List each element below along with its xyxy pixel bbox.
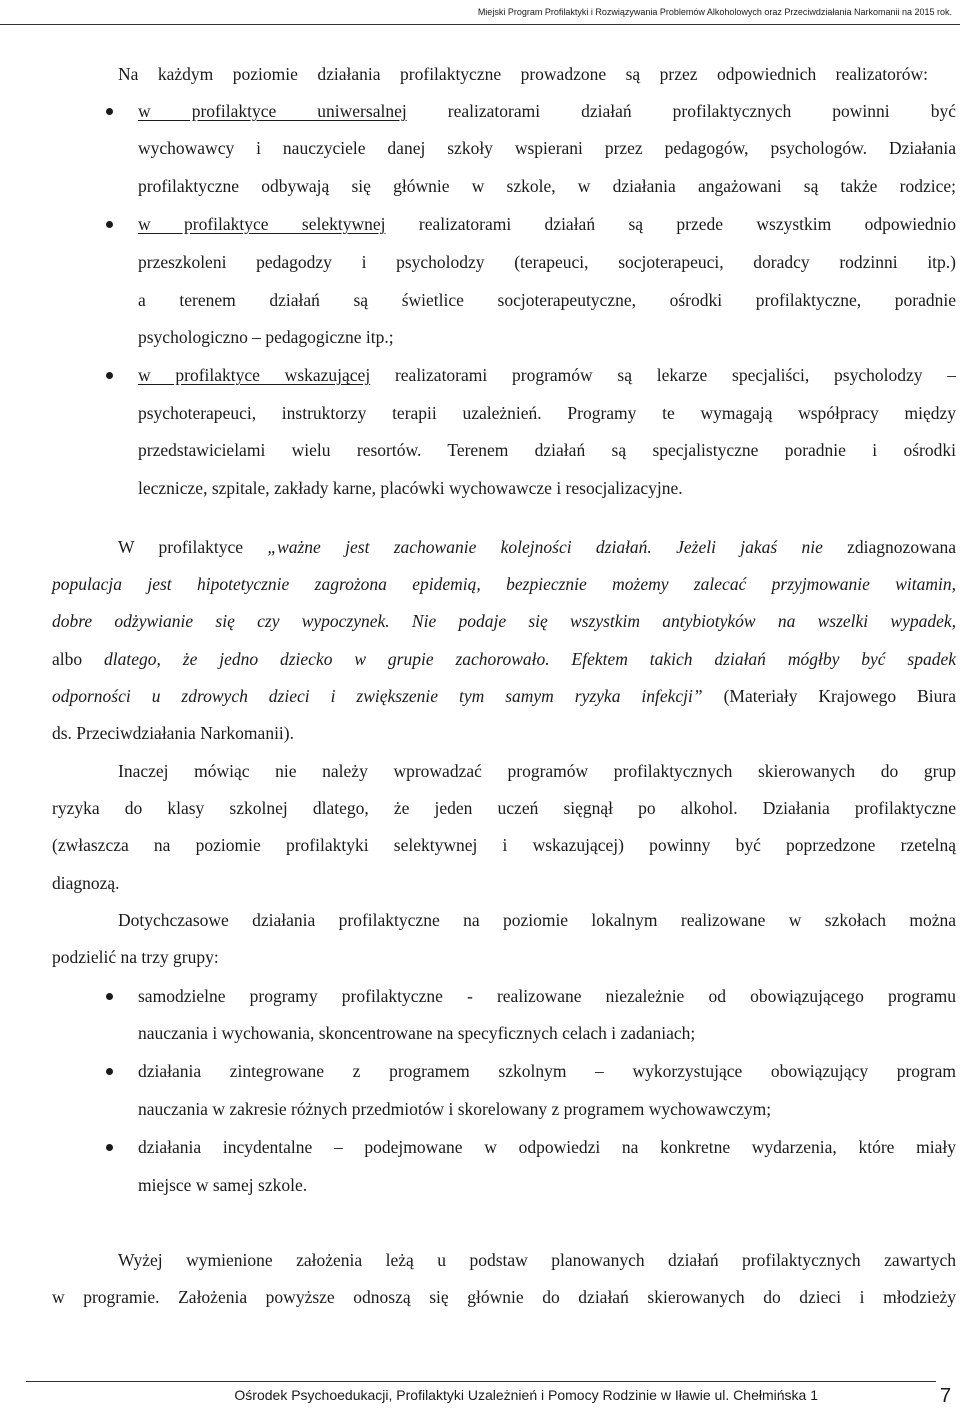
text-span: ryzyka do klasy szkolnej dlatego, że jeden uczeń sięgnął po alkohol. Działania profilaktyczne [52, 798, 956, 818]
footer-divider [26, 1381, 936, 1382]
bullet-point [106, 1068, 113, 1075]
text-span: albo [52, 649, 105, 669]
text-line [138, 363, 956, 387]
text-span: lecznicze, szpitale, zakłady karne, placówki wychowawcze i resocjalizacyjne. [138, 478, 683, 498]
text-span: wychowawcy i nauczyciele danej szkoły wspierani przez pedagogów, psychologów. Działania [138, 138, 956, 158]
text-span: przedstawicielami wielu resortów. Terenem działań są specjalistyczne poradnie i ośrodki [138, 440, 956, 460]
text-span: realizatorami działań są przede wszystkim odpowiednio [385, 214, 956, 234]
italic-text: dobre odżywianie się czy wypoczynek. Nie podaje się wszystkim antybiotyków na wszelki wypadek, [52, 611, 956, 631]
text-span: Inaczej mówiąc nie należy wprowadzać programów profilaktycznych skierowanych do grup [118, 761, 956, 781]
text-line [138, 325, 408, 349]
text-span: zdiagnozowana [822, 537, 956, 557]
text-span: Wyżej wymienione założenia leżą u podstaw planowanych działań profilaktycznych zawartych [118, 1250, 956, 1270]
italic-text: populacja jest hipotetycznie zagrożona epidemią, bezpiecznie możemy zalecać przyjmowanie witamin, [52, 574, 956, 594]
text-span: nauczania i wychowania, skoncentrowane na specyficznych celach i zadaniach; [138, 1023, 696, 1043]
text-line [138, 1173, 348, 1197]
text-line [52, 721, 352, 745]
text-span: Dotychczasowe działania profilaktyczne na poziomie lokalnym realizowane w szkołach można [118, 910, 956, 930]
text-line [118, 908, 956, 932]
text-span: podzielić na trzy grupy: [52, 947, 219, 967]
text-span: (Materiały Krajowego Biura [702, 686, 956, 706]
text-span: przeszkoleni pedagodzy i psycholodzy (terapeuci, socjoterapeuci, doradcy rodzinni itp.) [138, 252, 956, 272]
bullet-point [106, 993, 113, 1000]
text-span: samodzielne programy profilaktyczne - realizowane niezależnie od obowiązującego programu [138, 986, 956, 1006]
text-line [138, 212, 956, 236]
text-line [118, 1248, 956, 1272]
italic-text: „ważne jest zachowanie kolejności działań. Jeżeli jakaś nie [267, 537, 823, 557]
text-span: Na każdym poziomie działania profilaktyczne prowadzone są przez odpowiednich realizatorów: [118, 64, 928, 84]
bullet-point [106, 372, 113, 379]
text-span: w programie. Założenia powyższe odnoszą się głównie do działań skierowanych do dzieci i młodzieży [52, 1287, 956, 1307]
text-line [52, 647, 956, 671]
text-span: realizatorami działań profilaktycznych powinni być [406, 101, 956, 121]
page-header: Miejski Program Profilaktyki i Rozwiązywania Problemów Alkoholowych oraz Przeciwdziałania Narkomanii na 2015 rok. [477, 7, 952, 17]
text-span: działania incydentalne – podejmowane w odpowiedzi na konkretne wydarzenia, które miały [138, 1137, 956, 1157]
italic-text: odporności u zdrowych dzieci i zwiększenie tym samym ryzyka infekcji” [52, 686, 703, 706]
text-span: miejsce w samej szkole. [138, 1175, 308, 1195]
text-span: ds. Przeciwdziałania Narkomanii). [52, 723, 294, 743]
text-line [138, 401, 956, 425]
underlined-term: w profilaktyce wskazującej [138, 365, 371, 385]
text-span: realizatorami programów są lekarze specjaliści, psycholodzy – [370, 365, 956, 385]
text-line [138, 136, 956, 160]
text-line [138, 1097, 918, 1121]
text-span: działania zintegrowane z programem szkolnym – wykorzystujące obowiązujący program [138, 1061, 956, 1081]
text-span: a terenem działań są świetlice socjoterapeutyczne, ośrodki profilaktyczne, poradnie [138, 290, 956, 310]
text-span: W profilaktyce [118, 537, 268, 557]
text-line [52, 945, 262, 969]
text-span: diagnozą. [52, 873, 120, 893]
text-line [118, 62, 928, 86]
text-span: nauczania w zakresie różnych przedmiotów i skorelowany z programem wychowawczym; [138, 1099, 772, 1119]
text-line [138, 438, 956, 462]
bullet-point [106, 1144, 113, 1151]
bullet-point [106, 108, 113, 115]
text-line [138, 288, 956, 312]
text-line [138, 476, 808, 500]
text-line [52, 609, 956, 633]
text-line [138, 1059, 956, 1083]
text-line [52, 1285, 956, 1309]
page-footer: Ośrodek Psychoedukacji, Profilaktyki Uzależnień i Pomocy Rodzinie w Iławie ul. Chełmińska 1 [234, 1387, 818, 1403]
italic-text: dlatego, że jedno dziecko w grupie zachorowało. Efektem takich działań mógłby być spadek [104, 649, 956, 669]
text-line [138, 1021, 828, 1045]
text-line [138, 1135, 956, 1159]
text-line [52, 871, 142, 895]
text-line [52, 833, 956, 857]
text-span: profilaktyczne odbywają się głównie w szkole, w działania angażowani są także rodzice; [138, 176, 956, 196]
text-span: psychoterapeuci, instruktorzy terapii uzależnień. Programy te wymagają współpracy między [138, 403, 956, 423]
text-line [52, 572, 956, 596]
text-line [138, 99, 956, 123]
page-number: 7 [940, 1385, 952, 1407]
text-line [138, 984, 956, 1008]
text-line [52, 684, 956, 708]
underlined-term: w profilaktyce uniwersalnej [138, 101, 407, 121]
text-line [52, 796, 956, 820]
text-line [118, 759, 956, 783]
text-line [138, 250, 956, 274]
bullet-point [106, 221, 113, 228]
text-line [138, 174, 956, 198]
underlined-term: w profilaktyce selektywnej [138, 214, 386, 234]
text-line [118, 535, 956, 559]
text-span: (zwłaszcza na poziomie profilaktyki selektywnej i wskazującej) powinny być poprzedzone rzetelną [52, 835, 956, 855]
text-span: psychologiczno – pedagogiczne itp.; [138, 327, 394, 347]
